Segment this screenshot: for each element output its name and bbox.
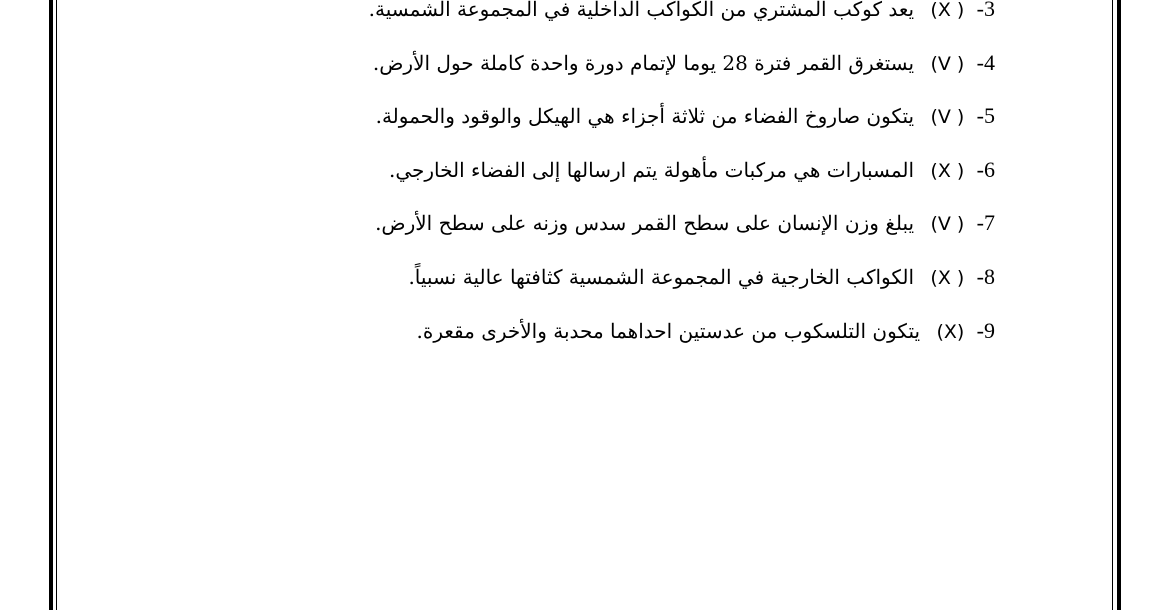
statement-6	[369, 151, 995, 189]
statement-8	[369, 258, 995, 296]
page-border-left	[49, 0, 53, 610]
page-border-left-inner	[56, 0, 57, 610]
statement-number: 9-	[976, 317, 995, 343]
statement-number: 5-	[976, 103, 995, 129]
statement-answer-mark: ( X)	[930, 159, 965, 182]
statement-text: يبلغ وزن الإنسان على سطح القمر سدس وزنه على سطح الأرض.	[375, 211, 915, 236]
statement-text: يستغرق القمر فترة 28 يوما لإتمام دورة واحدة كاملة حول الأرض.	[372, 50, 915, 75]
statement-answer-mark: (X)	[936, 320, 965, 343]
statement-text: يعد كوكب المشتري من الكواكب الداخلية في المجموعة الشمسية.	[368, 0, 915, 21]
statement-number: 4-	[976, 49, 995, 75]
statement-text: يتكون صاروخ الفضاء من ثلاثة أجزاء هي الهيكل والوقود والحمولة.	[375, 104, 915, 129]
statement-number: 7-	[976, 210, 995, 236]
statement-7	[369, 204, 995, 242]
statement-answer-mark: ( V)	[930, 106, 965, 129]
page-border-right-inner	[1112, 0, 1113, 610]
statement-number: 8-	[976, 263, 995, 289]
page-border-right	[1117, 0, 1121, 610]
statement-text: المسبارات هي مركبات مأهولة يتم ارسالها إلى الفضاء الخارجي.	[388, 157, 915, 182]
statement-text: الكواكب الخارجية في المجموعة الشمسية كثافتها عالية نسبياً.	[408, 264, 915, 289]
statement-answer-mark: ( V)	[930, 213, 965, 236]
statement-5	[369, 97, 995, 135]
statement-answer-mark: ( V)	[930, 52, 965, 75]
statement-text: يتكون التلسكوب من عدستين احداهما محدبة والأخرى مقعرة.	[416, 318, 921, 343]
statement-9	[369, 312, 995, 350]
statement-answer-mark: ( X)	[930, 266, 965, 289]
true-false-answers-list	[369, 0, 995, 365]
statement-number: 3-	[976, 0, 995, 21]
statement-3	[369, 0, 995, 28]
statement-4	[369, 44, 995, 82]
statement-number: 6-	[976, 156, 995, 182]
statement-answer-mark: ( X)	[930, 0, 965, 21]
